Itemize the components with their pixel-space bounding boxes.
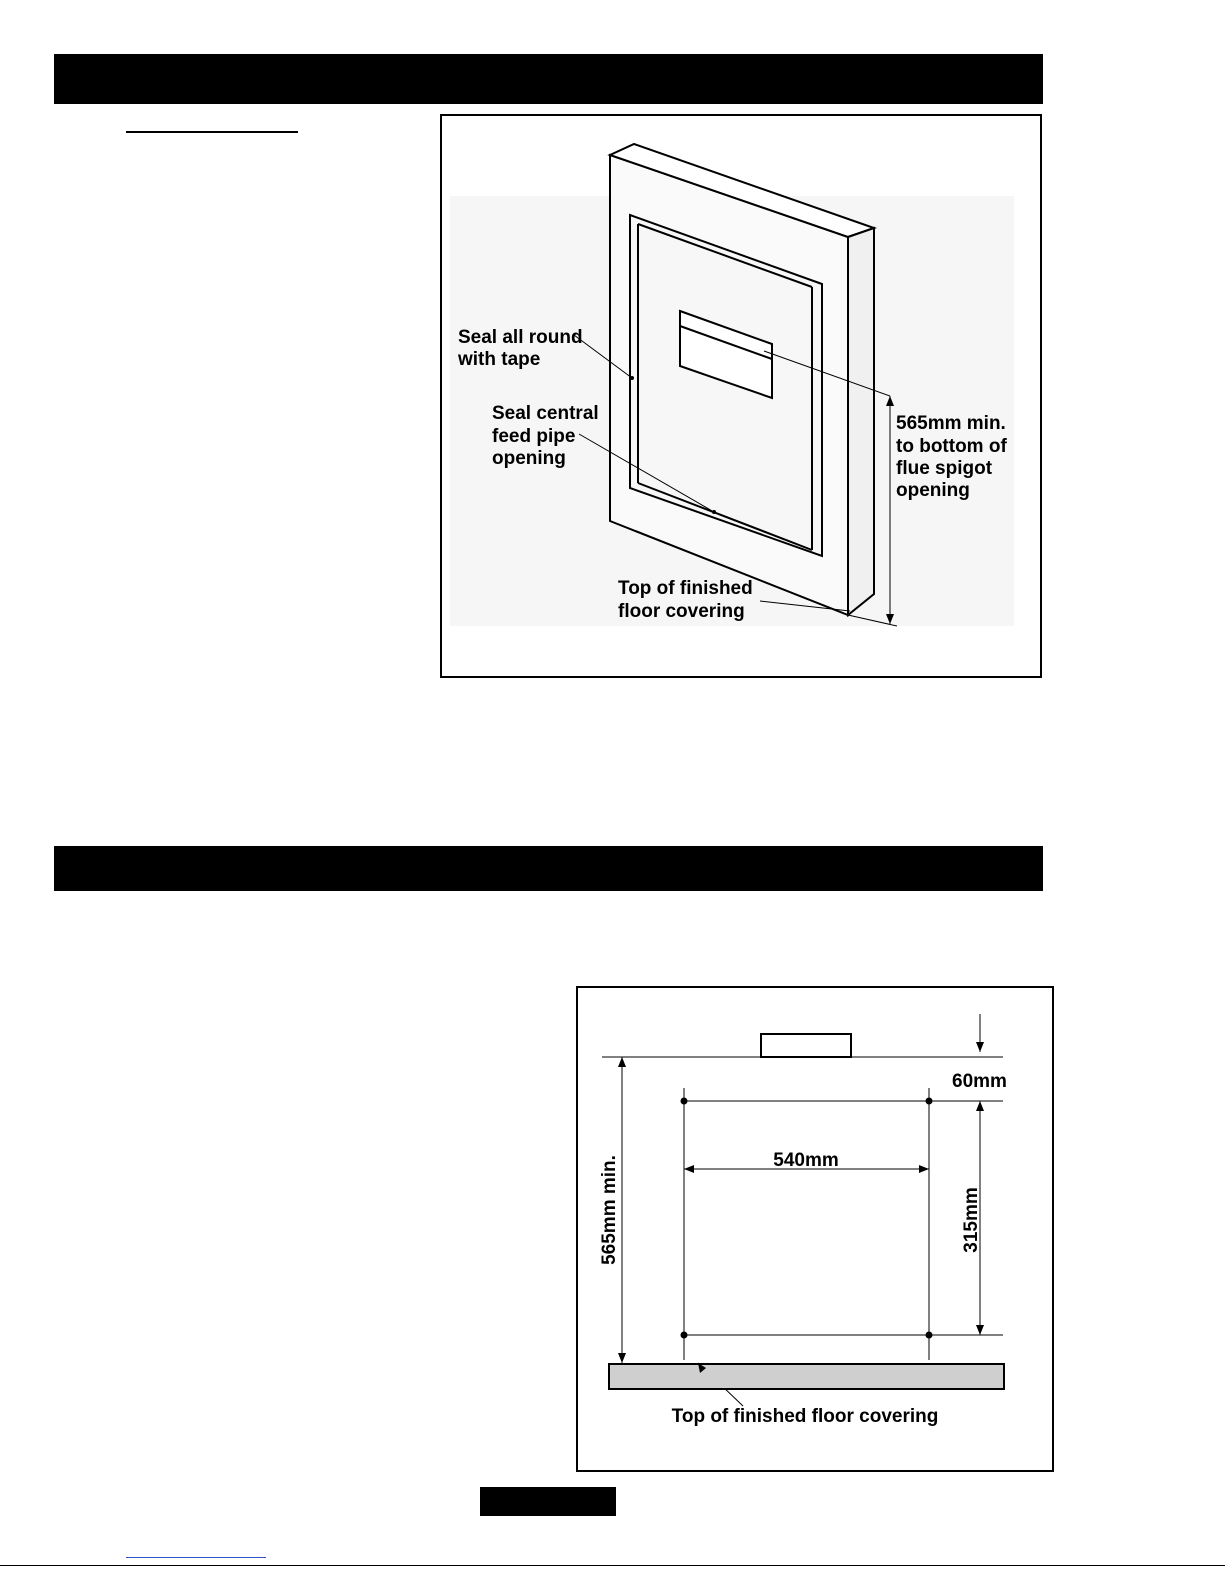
seal-point (630, 376, 634, 380)
width-arrow-left (684, 1165, 694, 1173)
label-height-3: flue spigot (896, 458, 993, 479)
label-top-offset: 60mm (952, 1071, 1007, 1092)
figure-dimension-diagram (576, 986, 1054, 1472)
figure-installation-diagram (440, 114, 1042, 678)
fixing-point-top-left (681, 1098, 688, 1105)
fixing-point-bottom-right (926, 1332, 933, 1339)
total-height-arrow-top (618, 1057, 626, 1067)
label-width: 540mm (773, 1150, 839, 1171)
label-floor-2: floor covering (618, 601, 745, 622)
label-floor: Top of finished floor covering (671, 1406, 939, 1427)
hole-height-arrow-top (976, 1101, 984, 1111)
label-seal-tape-1: Seal all round (458, 327, 583, 348)
footer-link-underline (126, 1557, 266, 1558)
section-header-bar-top (54, 54, 1043, 104)
fixing-point-bottom-left (681, 1332, 688, 1339)
footer-rule (0, 1565, 1225, 1566)
feed-pipe-point (712, 510, 716, 514)
label-seal-tape-2: with tape (458, 349, 541, 370)
label-seal-pipe-2: feed pipe (492, 426, 576, 447)
floor-covering-bar (609, 1364, 1004, 1389)
installation-diagram-svg (442, 116, 1040, 676)
label-total-height: 565mm min. (599, 1155, 620, 1265)
flue-spigot-rect (761, 1034, 851, 1057)
total-height-arrow-bottom (618, 1353, 626, 1363)
width-arrow-right (919, 1165, 929, 1173)
label-seal-pipe-1: Seal central (492, 403, 599, 424)
label-height-4: opening (896, 480, 970, 501)
section-header-bar-middle (54, 846, 1043, 891)
fixing-point-top-right (926, 1098, 933, 1105)
offset-arrow (976, 1042, 984, 1052)
frame-side (848, 228, 874, 615)
subheading-underline (126, 131, 298, 133)
page-number-tab (480, 1487, 616, 1516)
label-height-2: to bottom of (896, 436, 1007, 457)
dimension-diagram-svg (578, 988, 1052, 1470)
label-seal-pipe-3: opening (492, 448, 566, 469)
label-floor-1: Top of finished (618, 578, 753, 599)
hole-height-arrow-bottom (976, 1325, 984, 1335)
label-height-1: 565mm min. (896, 413, 1006, 434)
label-hole-height: 315mm (961, 1187, 982, 1253)
